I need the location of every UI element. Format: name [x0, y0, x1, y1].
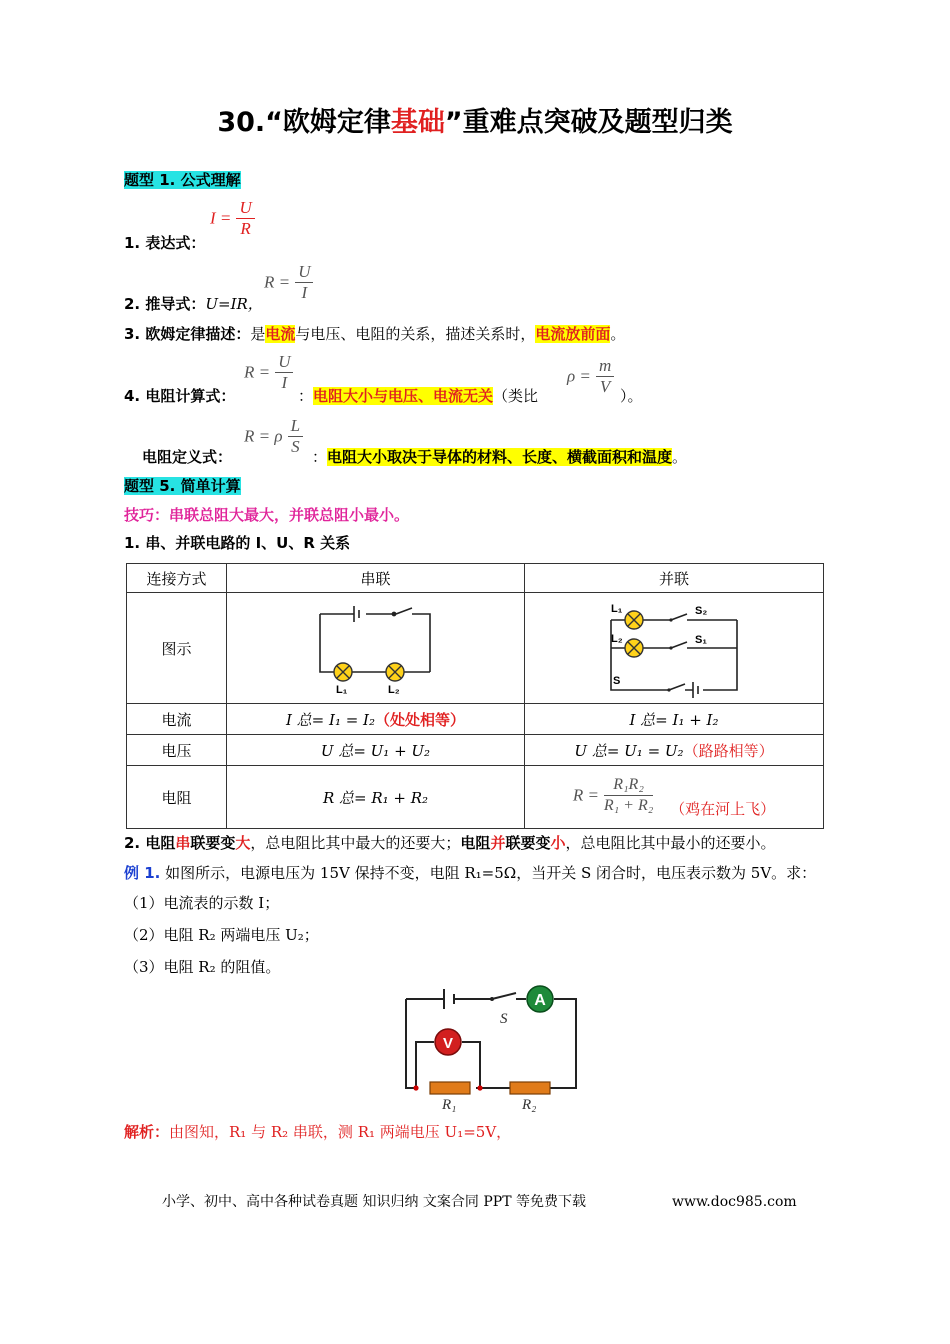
question-1: （1）电流表的示数 I；	[124, 894, 280, 912]
r1-label: R₁	[442, 1097, 457, 1112]
series-current: I 总= I₁ = I₂（处处相等）	[227, 704, 525, 735]
item-4-close: ）。	[620, 387, 643, 405]
example-circuit-diagram	[398, 984, 582, 1112]
section-heading-1: 题型 1. 公式理解	[124, 171, 241, 189]
formula-resistance-calc: R = $\frac{U}{I}$	[244, 352, 293, 393]
item-5-text: ：电阻大小取决于导体的材料、长度、横截面积和温度。	[312, 448, 688, 466]
parallel-diagram-cell	[525, 593, 824, 704]
item-3: 3. 欧姆定律描述：是电流与电压、电阻的关系，描述关系时，电流放前面。	[124, 325, 626, 343]
lamp-l2-parallel-icon	[625, 639, 643, 657]
item-4-label: 4. 电阻计算式：	[124, 387, 236, 405]
svg-text:V: V	[442, 1035, 454, 1052]
series-resistance: R 总= R₁ + R₂	[227, 766, 525, 829]
label-l1: L₁	[335, 684, 347, 696]
row-label-resistance: 电阻	[127, 766, 227, 829]
voltmeter-icon	[435, 1029, 461, 1055]
lamp-l1-icon	[334, 663, 352, 681]
row-label-current: 电流	[127, 704, 227, 735]
page-title: 30.“欧姆定律基础”重难点突破及题型归类	[217, 107, 733, 138]
question-3: （3）电阻 R₂ 的阻值。	[124, 958, 281, 976]
label-l2: L₂	[387, 684, 400, 696]
header-connection: 连接方式	[127, 564, 227, 593]
footer-text: 小学、初中、高中各种试卷真题 知识归纳 文案合同 PPT 等免费下载	[162, 1194, 586, 1210]
resistor-r1-icon	[430, 1082, 470, 1094]
label-l1-parallel: L₁	[611, 603, 623, 615]
footer-link[interactable]: www.doc985.com	[672, 1194, 797, 1210]
item-4-text: ：电阻大小与电压、电流无关（类比	[298, 387, 539, 405]
label-s2: S₂	[695, 605, 708, 617]
series-voltage: U 总= U₁ + U₂	[227, 735, 525, 766]
analysis: 解析：由图知，R₁ 与 R₂ 串联，测 R₁ 两端电压 U₁=5V，	[124, 1123, 512, 1141]
subheading-relations: 1. 串、并联电路的 I、U、R 关系	[124, 534, 351, 552]
lamp-l1-parallel-icon	[625, 611, 643, 629]
formula-expression: I = $\frac{U}{R}$	[210, 198, 255, 239]
item-2: 2. 推导式：U=IR，	[124, 295, 263, 313]
tip-text: 技巧：串联总阻大最大，并联总阻小最小。	[124, 506, 410, 524]
lamp-l2-icon	[386, 663, 404, 681]
formula-derived: R = $\frac{U}{I}$	[264, 262, 313, 303]
label-s1: S₁	[695, 634, 707, 646]
label-s: S	[613, 675, 621, 687]
example-1: 例 1. 如图所示，电源电压为 15V 保持不变，电阻 R₁=5Ω，当开关 S 闭合时，电压表示数为 5V。求：	[124, 864, 817, 882]
series-parallel-rule: 2. 电阻串联要变大，总电阻比其中最大的还要大；电阻并联要变小，总电阻比其中最小的还要小。	[124, 834, 776, 852]
item-5-label: 电阻定义式：	[142, 448, 233, 466]
header-parallel: 并联	[525, 564, 824, 593]
series-circuit-diagram	[306, 600, 446, 696]
section-heading-2: 题型 5. 简单计算	[124, 477, 241, 495]
svg-text:A: A	[534, 992, 546, 1009]
formula-resistance-def: R = ρ $\frac{L}{S}$	[244, 416, 303, 457]
parallel-resistance: R = $\frac{\text{R₁R₂}}{\text{R₁ + R₂}}$ （鸡在河上飞）	[525, 766, 824, 829]
parallel-voltage: U 总= U₁ = U₂（路路相等）	[525, 735, 824, 766]
r2-label: R₂	[522, 1097, 537, 1112]
row-label-voltage: 电压	[127, 735, 227, 766]
switch-label: S	[500, 1011, 508, 1027]
question-2: （2）电阻 R₂ 两端电压 U₂；	[124, 926, 319, 944]
resistor-r2-icon	[510, 1082, 550, 1094]
formula-density: ρ = $\frac{m}{V}$	[567, 356, 614, 397]
label-l2-parallel: L₂	[611, 633, 623, 645]
circuit-comparison-table	[126, 563, 824, 829]
parallel-current: I 总= I₁ + I₂	[525, 704, 824, 735]
row-label-diagram: 图示	[127, 593, 227, 704]
header-series: 串联	[227, 564, 525, 593]
parallel-circuit-diagram	[599, 598, 749, 698]
item-1-label: 1. 表达式：	[124, 234, 206, 252]
ammeter-icon	[527, 986, 553, 1012]
series-diagram-cell	[227, 593, 525, 704]
